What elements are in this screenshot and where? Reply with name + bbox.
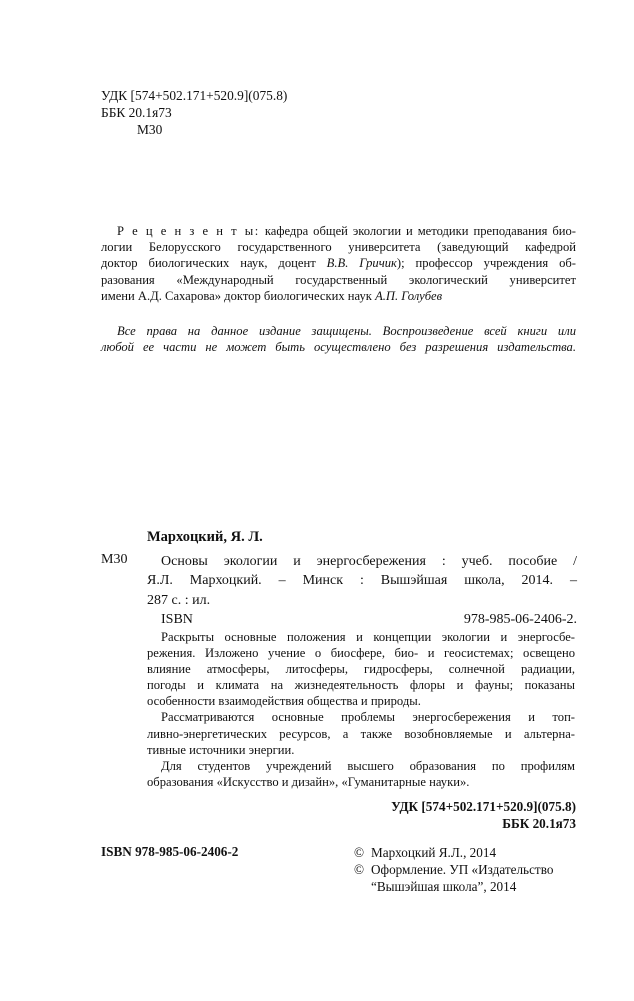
reviewers-line-4: разования «Международный государственный экологический университет	[101, 272, 576, 287]
annotation-line: Раскрыты основные положения и концепции экологии и энергосбе-	[161, 630, 575, 644]
copyright-line-2: © Оформление. УП «Издательство	[354, 862, 554, 877]
annotation-line: ливно-энергетических ресурсов, а также возобновляемые и альтерна-	[147, 726, 575, 741]
bbk-code-bold: ББК 20.1я73	[502, 816, 576, 831]
rights-notice	[101, 323, 576, 355]
reviewers-line-3: доктор биологических наук, доцент В.В. Гричик); профессор учреждения об-	[101, 256, 576, 271]
reviewer-name: В.В. Гричик	[326, 256, 397, 271]
annotation-line: особенности взаимодействия общества и природы.	[147, 694, 421, 709]
annotation-line: погоды и климата на жизнедеятельность флоры и фауны; показаны	[147, 678, 575, 693]
reviewers-line-1: Р е ц е н з е н т ы: кафедра общей экологии и методики преподавания био-	[117, 224, 576, 238]
isbn: ISBN 978-985-06-2406-2	[101, 844, 239, 859]
copyright-line-3: “Вышэйшая школа”, 2014	[371, 879, 517, 894]
reviewers-block	[101, 223, 576, 304]
udk-code-bold: УДК [574+502.171+520.9](075.8)	[391, 799, 576, 814]
copyright-line-1: © Мархоцкий Я.Л., 2014	[354, 845, 497, 860]
biblio-line-1: Основы экологии и энергосбережения : учеб. пособие /	[161, 554, 577, 569]
copyright-icon: ©	[354, 845, 365, 860]
udk-code: УДК [574+502.171+520.9](075.8)	[101, 88, 288, 103]
annotation-line: режения. Изложено учение о биосфере, био- и геосистемах; освещено	[147, 646, 575, 661]
rights-line-1: Все права на данное издание защищены. Воспроизведение всей книги или	[117, 324, 576, 338]
rights-line-2: любой ее части не может быть осуществлено без разрешения издательства.	[101, 340, 576, 355]
annotation-line: Для студентов учреждений высшего образования по профилям	[161, 758, 575, 773]
reviewers-line-2: логии Белорусского государственного университета (заведующий кафедрой	[101, 240, 576, 255]
reviewers-label: Р е ц е н з е н т ы:	[117, 224, 260, 238]
biblio-line-3: 287 с. : ил.	[147, 592, 211, 608]
reviewers-line-5: имени А.Д. Сахарова» доктор биологических наук А.П. Голубев	[101, 288, 443, 303]
bibliographic-record	[147, 552, 577, 629]
copyright-block	[354, 844, 553, 895]
annotation-line: образования «Искусство и дизайн», «Гуманитарные науки».	[147, 774, 470, 789]
annotation-line: Рассматриваются основные проблемы энергосбережения и топ-	[161, 710, 575, 725]
author-heading: Мархоцкий, Я. Л.	[147, 529, 263, 545]
biblio-isbn: ISBN 978-985-06-2406-2.	[161, 611, 577, 627]
copyright-icon: ©	[354, 862, 365, 877]
top-classification	[101, 87, 287, 138]
bbk-code: ББК 20.1я73	[101, 105, 172, 120]
author-mark: М30	[137, 122, 163, 137]
annotation-line: влияние атмосферы, литосферы, гидросферы, солнечной радиации,	[147, 662, 575, 677]
author-mark-left: М30	[101, 552, 128, 567]
annotation	[147, 629, 575, 790]
biblio-line-2: Я.Л. Мархоцкий. – Минск : Вышэйшая школа, 2014. –	[147, 573, 577, 589]
annotation-line: тивные источники энергии.	[147, 742, 295, 757]
reviewer-name: А.П. Голубев	[375, 288, 443, 303]
bottom-classification	[391, 798, 576, 832]
